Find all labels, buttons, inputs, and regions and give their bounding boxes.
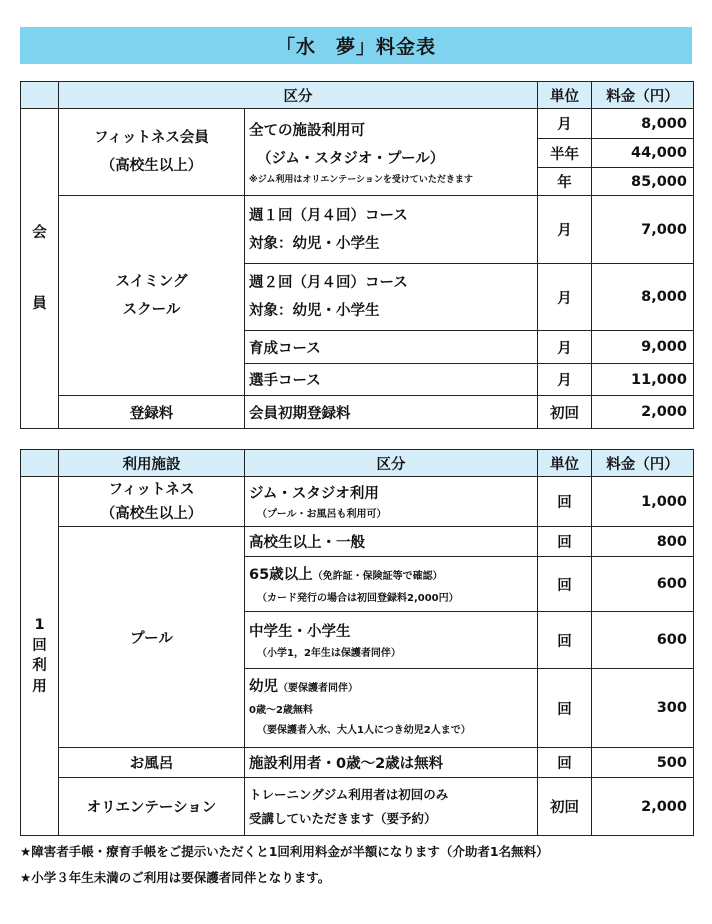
header-facility: 利用施設 (59, 450, 245, 477)
fitness-member-desc: 全ての施設利用可 （ジム・スタジオ・プール） ※ジム利用はオリエンテーションを受けていただきます (245, 109, 538, 196)
pool-desc: 幼児（要保護者同伴） 0歳～2歳無料 （要保護者入水、大人1人につき幼児2人まで） (245, 669, 538, 748)
table-row (21, 748, 694, 778)
fee-cell: 800 (592, 527, 694, 557)
fee-cell: 8,000 (592, 264, 694, 331)
footnote-discount: ★障害者手帳・療育手帳をご提示いただくと1回利用料金が半額になります（介助者1名無料） (20, 844, 549, 859)
fee-cell: 11,000 (592, 364, 694, 396)
unit-cell: 回 (538, 557, 592, 612)
header-unit: 単位 (538, 450, 592, 477)
course-desc: 週１回（月４回）コース 対象：幼児・小学生 (245, 196, 538, 264)
member-fee-table (20, 81, 694, 429)
fee-cell: 2,000 (592, 778, 694, 836)
unit-cell: 回 (538, 527, 592, 557)
registration-desc: 会員初期登録料 (245, 396, 538, 429)
fee-cell: 600 (592, 612, 694, 669)
fee-cell: 600 (592, 557, 694, 612)
member-side-label: 会 員 (21, 109, 59, 429)
unit-cell: 月 (538, 364, 592, 396)
orientation-name: オリエンテーション (59, 778, 245, 836)
course-desc: 育成コース (245, 331, 538, 364)
fitness-single-name: フィットネス （高校生以上） (59, 477, 245, 527)
bath-desc: 施設利用者・0歳～2歳は無料 (245, 748, 538, 778)
header-blank (21, 450, 59, 477)
pool-name: プール (59, 527, 245, 748)
course-desc: 選手コース (245, 364, 538, 396)
unit-cell: 回 (538, 612, 592, 669)
unit-cell: 回 (538, 669, 592, 748)
registration-name: 登録料 (59, 396, 245, 429)
fee-cell: 500 (592, 748, 694, 778)
unit-cell: 回 (538, 748, 592, 778)
table-row (21, 477, 694, 527)
fee-cell: 9,000 (592, 331, 694, 364)
unit-cell: 月 (538, 109, 592, 139)
unit-cell: 月 (538, 331, 592, 364)
course-desc: 週２回（月４回）コース 対象：幼児・小学生 (245, 264, 538, 331)
fitness-member-name: フィットネス会員 （高校生以上） (59, 109, 245, 196)
table-row (21, 196, 694, 264)
bath-name: お風呂 (59, 748, 245, 778)
fee-cell: 1,000 (592, 477, 694, 527)
unit-cell: 半年 (538, 139, 592, 168)
table-row (21, 527, 694, 557)
header-kubun: 区分 (59, 82, 538, 109)
fee-cell: 7,000 (592, 196, 694, 264)
fee-cell: 85,000 (592, 168, 694, 196)
fitness-single-desc: ジム・スタジオ利用 （プール・お風呂も利用可） (245, 477, 538, 527)
header-fee: 料金（円） (592, 450, 694, 477)
fee-cell: 44,000 (592, 139, 694, 168)
pool-desc: 高校生以上・一般 (245, 527, 538, 557)
unit-cell: 月 (538, 196, 592, 264)
header-kubun: 区分 (245, 450, 538, 477)
page-title: 「水 夢」料金表 (20, 27, 692, 64)
swimming-school-name: スイミング スクール (59, 196, 245, 396)
pool-desc: 65歳以上（免許証・保険証等で確認） （カード発行の場合は初回登録料2,000円） (245, 557, 538, 612)
unit-cell: 初回 (538, 778, 592, 836)
fee-cell: 300 (592, 669, 694, 748)
table-row (21, 109, 694, 139)
unit-cell: 年 (538, 168, 592, 196)
unit-cell: 回 (538, 477, 592, 527)
header-unit: 単位 (538, 82, 592, 109)
table-header-row (21, 82, 694, 109)
header-fee: 料金（円） (592, 82, 694, 109)
table-header-row (21, 450, 694, 477)
table-row (21, 778, 694, 836)
unit-cell: 月 (538, 264, 592, 331)
footnote-guardian: ★小学３年生未満のご利用は要保護者同伴となります。 (20, 870, 331, 885)
table-row (21, 396, 694, 429)
single-use-fee-table (20, 449, 694, 836)
header-blank (21, 82, 59, 109)
unit-cell: 初回 (538, 396, 592, 429)
fee-cell: 2,000 (592, 396, 694, 429)
pool-desc: 中学生・小学生 （小学1，2年生は保護者同伴） (245, 612, 538, 669)
single-use-side-label: 1 回 利 用 (21, 477, 59, 836)
orientation-desc: トレーニングジム利用者は初回のみ 受講していただきます（要予約） (245, 778, 538, 836)
fee-cell: 8,000 (592, 109, 694, 139)
